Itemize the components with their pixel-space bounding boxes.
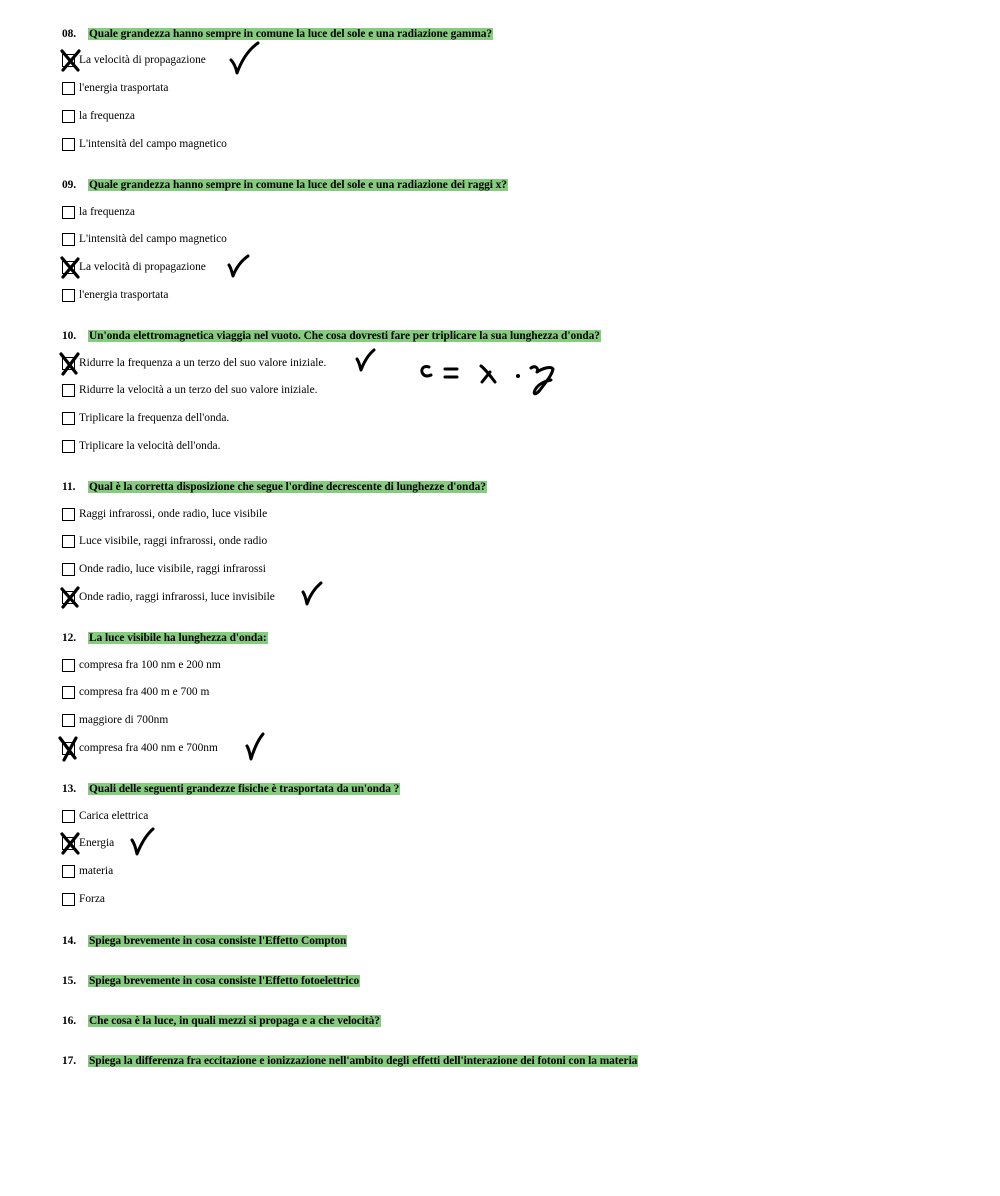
checkbox[interactable] <box>62 412 75 425</box>
checkbox[interactable] <box>62 659 75 672</box>
option-label: Forza <box>79 893 105 905</box>
checkbox[interactable] <box>62 893 75 906</box>
checkbox[interactable] <box>62 865 75 878</box>
checkbox[interactable] <box>62 82 75 95</box>
question-12-heading <box>62 631 268 645</box>
handwritten-formula <box>415 360 565 402</box>
option-08-b[interactable] <box>62 81 168 95</box>
checkbox[interactable] <box>62 206 75 219</box>
checkbox[interactable] <box>62 289 75 302</box>
option-12-a[interactable] <box>62 658 221 672</box>
option-label: l'energia trasportata <box>79 289 169 301</box>
question-17-heading <box>62 1054 638 1068</box>
option-label: La velocità di propagazione <box>79 261 206 273</box>
question-text: Spiega la differenza fra eccitazione e ionizzazione nell'ambito degli effetti dell'interazione dei fotoni con la materia <box>89 1055 638 1067</box>
checkbox[interactable] <box>62 357 75 370</box>
option-label: Onde radio, raggi infrarossi, luce invisibile <box>79 591 275 603</box>
checkbox[interactable] <box>62 54 75 67</box>
check-mark-icon <box>354 347 378 375</box>
question-15-heading <box>62 974 360 988</box>
check-mark-icon <box>228 40 262 78</box>
question-11-heading <box>62 480 487 494</box>
checkbox[interactable] <box>62 508 75 521</box>
checkbox[interactable] <box>62 714 75 727</box>
option-10-b[interactable] <box>62 383 317 397</box>
option-10-c[interactable] <box>62 411 229 425</box>
question-08-heading <box>62 27 493 41</box>
option-label: materia <box>79 865 114 877</box>
checkbox[interactable] <box>62 591 75 604</box>
option-label: Ridurre la velocità a un terzo del suo valore iniziale. <box>79 384 318 396</box>
checkbox[interactable] <box>62 837 75 850</box>
option-11-b[interactable] <box>62 534 267 548</box>
option-11-d[interactable] <box>62 590 275 604</box>
option-12-c[interactable] <box>62 713 168 727</box>
question-number: 11. <box>62 481 76 493</box>
option-09-d[interactable] <box>62 288 168 302</box>
option-label: compresa fra 400 m e 700 m <box>79 686 210 698</box>
checkbox[interactable] <box>62 810 75 823</box>
question-text: Spiega brevemente in cosa consiste l'Effetto Compton <box>89 935 347 947</box>
checkbox[interactable] <box>62 233 75 246</box>
checkbox[interactable] <box>62 384 75 397</box>
option-label: L'intensità del campo magnetico <box>79 233 227 245</box>
question-16-heading <box>62 1014 381 1028</box>
question-number: 14. <box>62 935 77 947</box>
option-label: Ridurre la frequenza a un terzo del suo valore iniziale. <box>79 357 327 369</box>
option-11-c[interactable] <box>62 562 266 576</box>
option-label: Carica elettrica <box>79 810 149 822</box>
question-text: Un'onda elettromagnetica viaggia nel vuoto. Che cosa dovresti fare per triplicare la sua lunghezza d'onda? <box>89 330 600 342</box>
question-10-heading <box>62 329 601 343</box>
option-label: Triplicare la frequenza dell'onda. <box>79 412 230 424</box>
check-mark-icon <box>244 731 268 763</box>
question-text: Quali delle seguenti grandezze fisiche è trasportata da un'onda ? <box>89 783 400 795</box>
option-08-d[interactable] <box>62 137 227 151</box>
option-label: l'energia trasportata <box>79 82 169 94</box>
option-label: Triplicare la velocità dell'onda. <box>79 440 221 452</box>
question-number: 09. <box>62 179 77 191</box>
option-12-d[interactable] <box>62 741 218 755</box>
question-09-heading <box>62 178 508 192</box>
question-number: 12. <box>62 632 77 644</box>
question-text: Quale grandezza hanno sempre in comune la luce del sole e una radiazione dei raggi x? <box>89 179 507 191</box>
option-label: L'intensità del campo magnetico <box>79 138 227 150</box>
question-text: Spiega brevemente in cosa consiste l'Effetto fotoelettrico <box>89 975 360 987</box>
option-label: La velocità di propagazione <box>79 54 206 66</box>
check-mark-icon <box>300 580 326 608</box>
checkbox[interactable] <box>62 742 75 755</box>
checkbox[interactable] <box>62 535 75 548</box>
checkbox[interactable] <box>62 138 75 151</box>
option-09-c[interactable] <box>62 260 206 274</box>
checkbox[interactable] <box>62 686 75 699</box>
option-08-a[interactable] <box>62 53 206 67</box>
option-08-c[interactable] <box>62 109 135 123</box>
question-text: Quale grandezza hanno sempre in comune la luce del sole e una radiazione gamma? <box>89 28 493 40</box>
option-13-c[interactable] <box>62 864 113 878</box>
question-number: 17. <box>62 1055 77 1067</box>
checkbox[interactable] <box>62 110 75 123</box>
question-number: 08. <box>62 28 77 40</box>
option-label: compresa fra 400 nm e 700nm <box>79 742 218 754</box>
question-text: Qual è la corretta disposizione che segue l'ordine decrescente di lunghezze d'onda? <box>89 481 486 493</box>
checkbox[interactable] <box>62 440 75 453</box>
checkbox[interactable] <box>62 261 75 274</box>
option-10-a[interactable] <box>62 356 326 370</box>
option-09-b[interactable] <box>62 232 227 246</box>
option-label: compresa fra 100 nm e 200 nm <box>79 659 221 671</box>
check-mark-icon <box>129 826 157 858</box>
question-text: Che cosa è la luce, in quali mezzi si propaga e a che velocità? <box>89 1015 380 1027</box>
question-number: 15. <box>62 975 77 987</box>
question-13-heading <box>62 782 400 796</box>
option-label: la frequenza <box>79 206 135 218</box>
option-label: maggiore di 700nm <box>79 714 169 726</box>
question-14-heading <box>62 934 347 948</box>
option-12-b[interactable] <box>62 685 209 699</box>
question-number: 13. <box>62 783 77 795</box>
checkbox[interactable] <box>62 563 75 576</box>
question-number: 10. <box>62 330 77 342</box>
option-09-a[interactable] <box>62 205 135 219</box>
option-label: Energia <box>79 837 115 849</box>
option-13-d[interactable] <box>62 892 105 906</box>
option-label: Onde radio, luce visibile, raggi infrarossi <box>79 563 266 575</box>
option-10-d[interactable] <box>62 439 220 453</box>
check-mark-icon <box>226 253 252 281</box>
option-11-a[interactable] <box>62 507 267 521</box>
option-13-b[interactable] <box>62 836 114 850</box>
option-label: la frequenza <box>79 110 135 122</box>
option-label: Raggi infrarossi, onde radio, luce visibile <box>79 508 268 520</box>
option-13-a[interactable] <box>62 809 148 823</box>
question-text: La luce visibile ha lunghezza d'onda: <box>89 632 267 644</box>
option-label: Luce visibile, raggi infrarossi, onde radio <box>79 535 268 547</box>
question-number: 16. <box>62 1015 77 1027</box>
